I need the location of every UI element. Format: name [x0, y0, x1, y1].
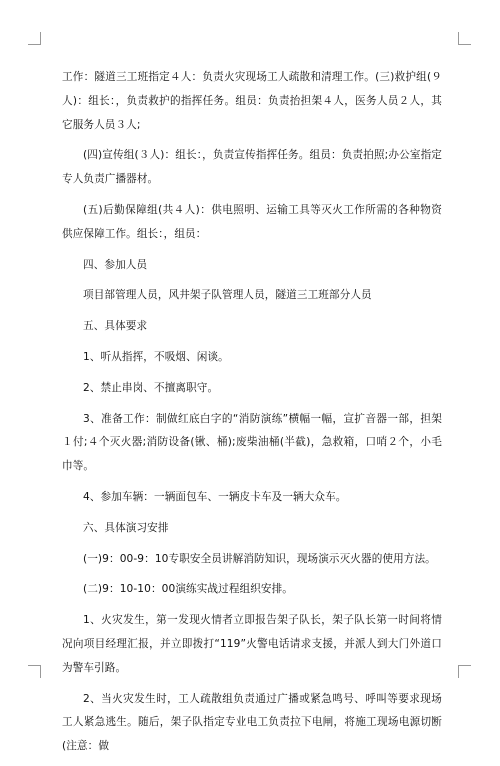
crop-mark-bottom-right	[458, 665, 471, 678]
paragraph: (五)后勤保障组(共４人)：供电照明、运输工具等灭火工作所需的各种物资供应保障工作。组长：，组员：	[62, 203, 442, 240]
list-item: 1、听从指挥，不吸烟、闲谈。	[83, 350, 229, 363]
schedule-item: (一)9：00-9：10专职安全员讲解消防知识，现场演示灭火器的使用方法。	[83, 552, 436, 565]
section-heading: 六、具体演习安排	[83, 521, 169, 534]
section-heading: 五、具体要求	[83, 320, 148, 333]
section-heading: 四、参加人员	[83, 258, 148, 271]
document-body	[62, 66, 442, 766]
list-item: 3、准备工作：制做红底白字的“消防演练”横幅一幅，宣扩音器一部，担架１付;４个灭火器;消防设备(锹、桶);废柴油桶(半截)，急救箱，口哨２个，小毛巾等。	[62, 412, 442, 473]
list-item: 2、禁止串岗、不擅离职守。	[83, 381, 219, 394]
paragraph: 2、当火灾发生时，工人疏散组负责通过广播或紧急鸣号、呼叫等要求现场工人紧急逃生。随后，架子队指定专业电工负责拉下电闸，将施工现场电源切断(注意：做	[62, 692, 442, 753]
paragraph: 1、火灾发生，第一发现火情者立即报告架子队长，架子队长第一时间将情况向项目经理汇报，并立即拨打“119”火警电话请求支援，并派人到大门外道口为警车引路。	[62, 614, 442, 674]
paragraph: 项目部管理人员，风井架子队管理人员，隧道三工班部分人员	[83, 289, 372, 302]
crop-mark-top-right	[458, 32, 471, 45]
schedule-item: (二)9：10-10：00演练实战过程组织安排。	[83, 583, 293, 596]
paragraph: (四)宣传组(３人)：组长：，负责宣传指挥任务。组员：负责拍照;办公室指定专人负责广播器材。	[62, 149, 442, 186]
paragraph: 工作：隧道三工班指定４人：负责火灾现场工人疏散和清理工作。(三)救护组(９人)：组长：，负责救护的指挥任务。组员：负责抬担架４人，医务人员２人，其它服务人员３人;	[62, 71, 442, 131]
crop-mark-top-left	[28, 32, 41, 45]
crop-mark-bottom-left	[28, 665, 41, 678]
list-item: 4、参加车辆：一辆面包车、一辆皮卡车及一辆大众车。	[83, 490, 347, 503]
